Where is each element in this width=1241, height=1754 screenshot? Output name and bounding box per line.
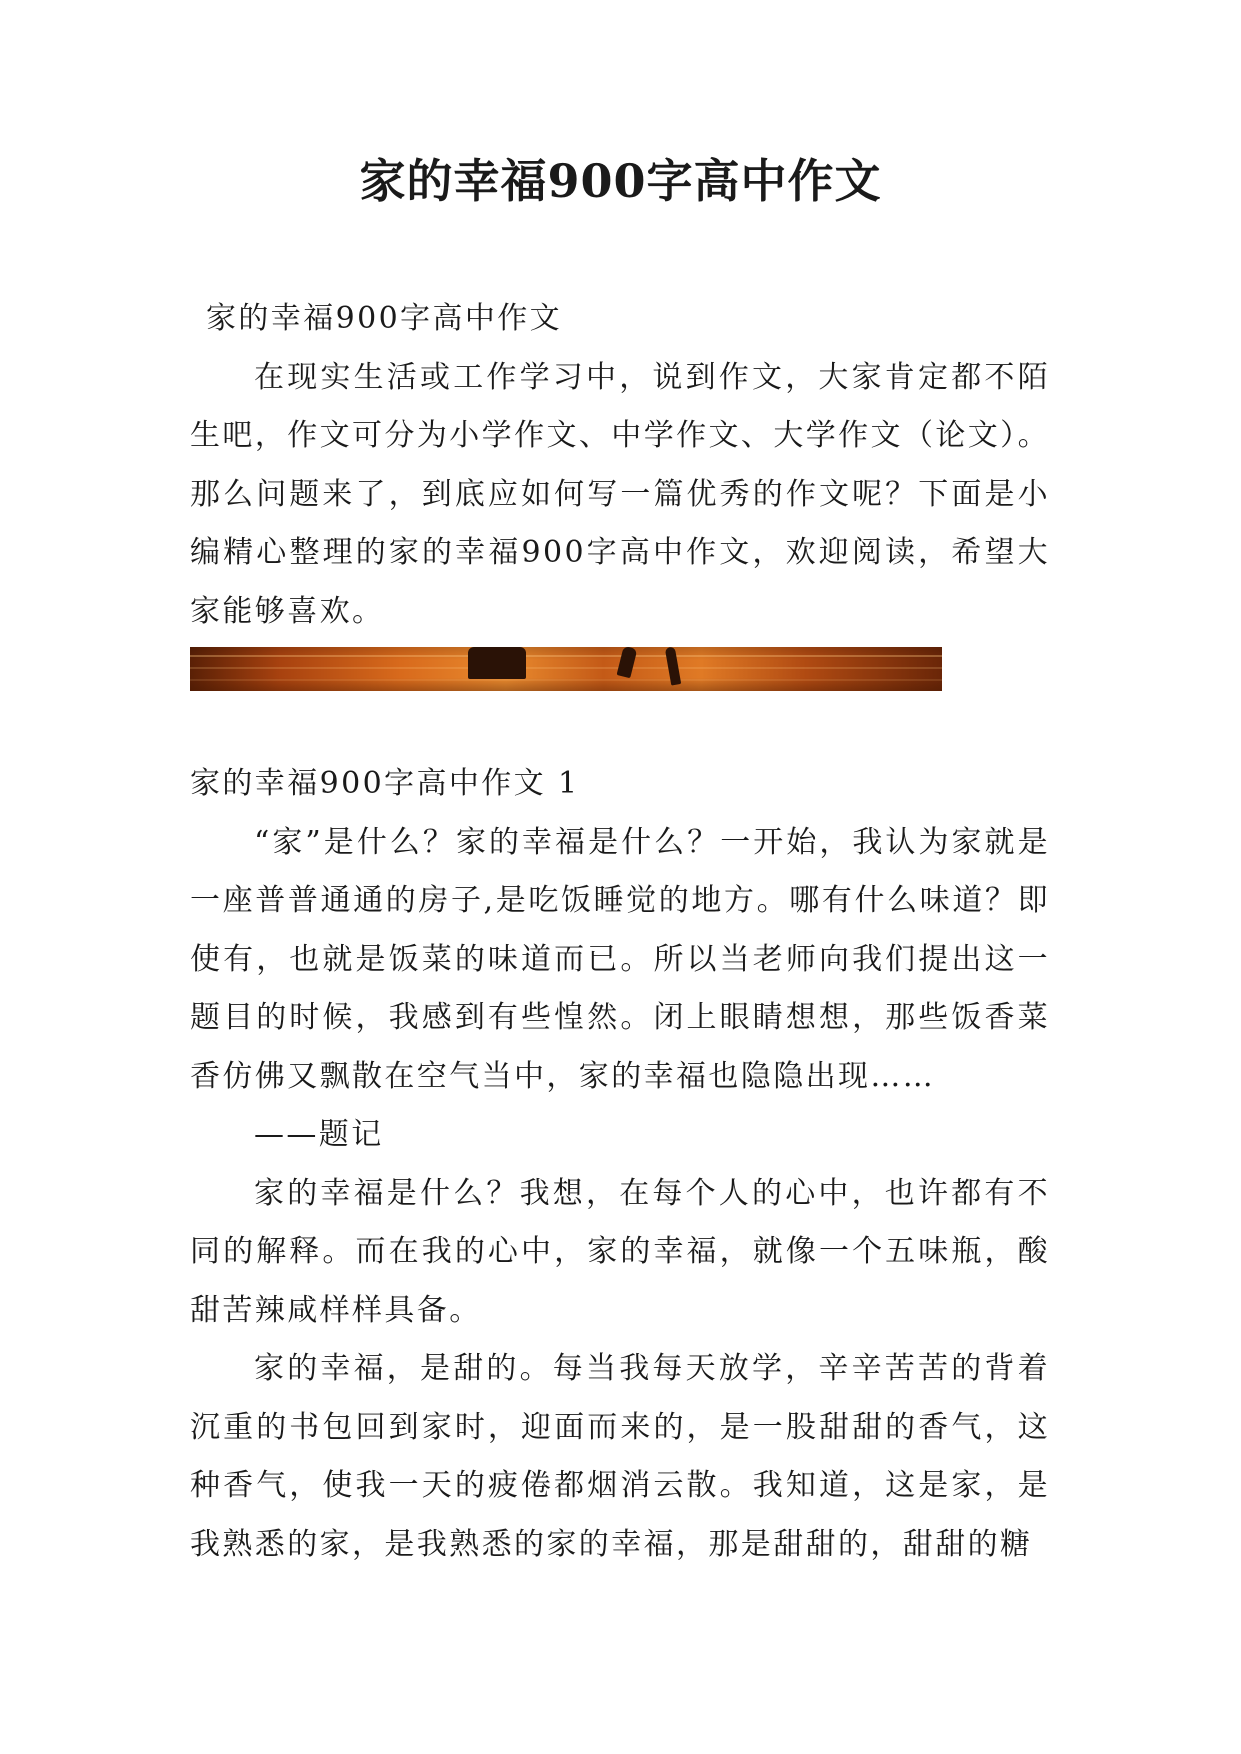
document-body	[190, 290, 1050, 1574]
section-heading: 家的幸福900字高中作文 1	[190, 766, 580, 801]
document-subtitle: 家的幸福900字高中作文	[206, 301, 563, 336]
intro-paragraph: 在现实生活或工作学习中，说到作文，大家肯定都不陌生吧，作文可分为小学作文、中学作文、大学作文（论文）。那么问题来了，到底应如何写一篇优秀的作文呢？下面是小编精心整理的家的幸福900字高中作文，欢迎阅读，希望大家能够喜欢。	[190, 359, 1050, 629]
body-paragraph: “家”是什么？家的幸福是什么？一开始，我认为家就是一座普普通通的房子,是吃饭睡觉的地方。哪有什么味道？即使有，也就是饭菜的味道而已。所以当老师向我们提出这一题目的时候，我感到有些惶然。闭上眼睛想想，那些饭香菜香仿佛又飘散在空气当中，家的幸福也隐隐出现……	[190, 824, 1050, 1094]
body-paragraph: 家的幸福是什么？我想，在每个人的心中，也许都有不同的解释。而在我的心中，家的幸福，就像一个五味瓶，酸甜苦辣咸样样具备。	[190, 1175, 1050, 1328]
silhouette-figure-left	[468, 647, 526, 679]
epigraph-note: ——题记	[254, 1117, 384, 1152]
body-paragraph: 家的幸福，是甜的。每当我每天放学，辛辛苦苦的背着沉重的书包回到家时，迎面而来的，是一股甜甜的香气，这种香气，使我一天的疲倦都烟消云散。我知道，这是家，是我熟悉的家，是我熟悉的家的幸福，那是甜甜的，甜甜的糖	[190, 1351, 1050, 1562]
document-title: 家的幸福900字高中作文	[359, 154, 882, 208]
silhouette-figure-right	[617, 647, 638, 678]
header-photo	[190, 647, 942, 691]
